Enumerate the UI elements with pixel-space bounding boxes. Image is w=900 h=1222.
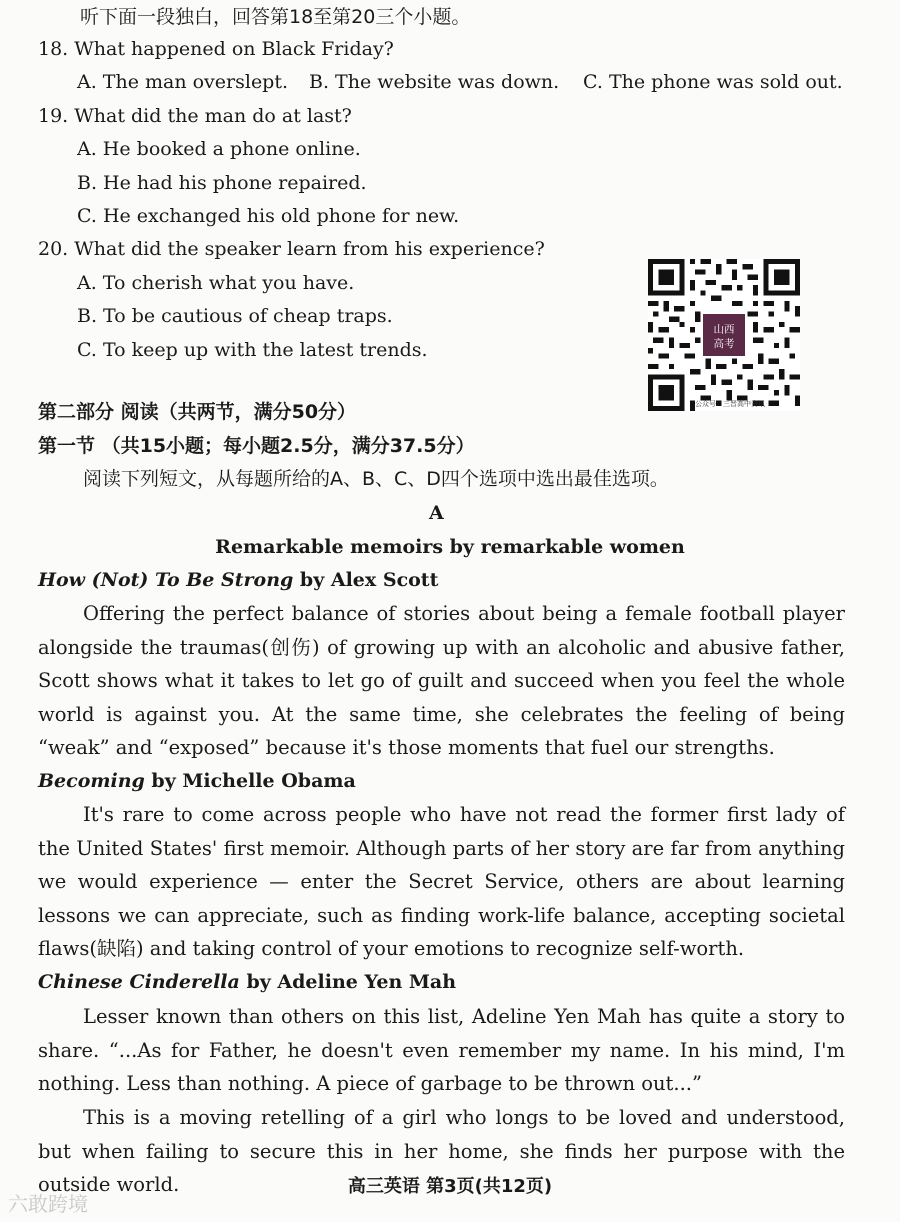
- book-paragraph: It's rare to come across people who have not read the former first lady of the United States' first memoir. Although parts of her story are far from anything we would experience — enter the Secret Service, others are about learning lessons we can appreciate, such as finding work-life balance, accepting societal flaws(缺陷) and taking control of your emotions to recognize self-worth.: [38, 803, 845, 960]
- question-19-option-a: A. He booked a phone online.: [77, 138, 361, 160]
- question-20-option-c: C. To keep up with the latest trends.: [77, 339, 428, 361]
- qr-center-label-1: 山西: [713, 323, 735, 336]
- qr-center-label-2: 高考: [713, 338, 735, 351]
- watermark: 六敢跨境: [8, 1192, 88, 1216]
- book-paragraph: Offering the perfect balance of stories about being a female football player alongside the traumas(创伤) of growing up with an alcoholic and abusive father, Scott shows what it takes to let go of guilt and succeed when you feel the whole world is against you. At the same time, she celebrates the feeling of being “weak” and “exposed” because it's those moments that fuel our strengths.: [38, 602, 845, 759]
- question-18-option-a: A. The man overslept.: [77, 71, 289, 93]
- question-19-option-c: C. He exchanged his old phone for new.: [77, 205, 460, 227]
- book-author: by Michelle Obama: [144, 770, 356, 792]
- part-two-title: 第二部分 阅读（共两节，满分50分）: [38, 401, 357, 423]
- question-19-option-b: B. He had his phone repaired.: [77, 172, 367, 194]
- reading-instruction: 阅读下列短文，从每题所给的A、B、C、D四个选项中选出最佳选项。: [83, 468, 669, 490]
- book-title: Chinese Cinderella: [38, 971, 240, 993]
- qr-caption: 公众号：三晋高中资讯: [695, 400, 765, 408]
- book-heading: [38, 567, 438, 593]
- book-paragraph: Lesser known than others on this list, Adeline Yen Mah has quite a story to share. “...As for Father, he doesn't even remember my name. In his mind, I'm nothing. Less than nothing. A piece of garbage to be thrown out...”: [38, 1005, 845, 1095]
- question-20-stem: 20. What did the speaker learn from his experience?: [38, 238, 545, 260]
- book-author: by Alex Scott: [293, 569, 439, 591]
- question-18-option-c: C. The phone was sold out.: [583, 71, 843, 93]
- passage-letter: A: [429, 502, 444, 524]
- question-18-option-b: B. The website was down.: [309, 71, 560, 93]
- book-heading: [38, 969, 456, 995]
- book-title: How (Not) To Be Strong: [38, 569, 294, 591]
- section-one-title: 第一节 （共15小题；每小题2.5分，满分37.5分）: [38, 435, 475, 457]
- book-title: Becoming: [38, 770, 145, 792]
- question-19-stem: 19. What did the man do at last?: [38, 105, 352, 127]
- question-20-option-a: A. To cherish what you have.: [77, 272, 355, 294]
- book-paragraph: This is a moving retelling of a girl who longs to be loved and understood, but when failing to secure this in her home, she finds her purpose with the outside world.: [38, 1106, 845, 1196]
- listening-intro: 听下面一段独白，回答第18至第20三个小题。: [80, 6, 471, 28]
- book-heading: [38, 768, 356, 794]
- passage-title: Remarkable memoirs by remarkable women: [215, 536, 685, 558]
- page-footer: 高三英语 第3页(共12页): [347, 1176, 553, 1197]
- qr-code: [648, 259, 800, 411]
- question-20-option-b: B. To be cautious of cheap traps.: [77, 305, 393, 327]
- question-18-stem: 18. What happened on Black Friday?: [38, 38, 394, 60]
- book-author: by Adeline Yen Mah: [239, 971, 457, 993]
